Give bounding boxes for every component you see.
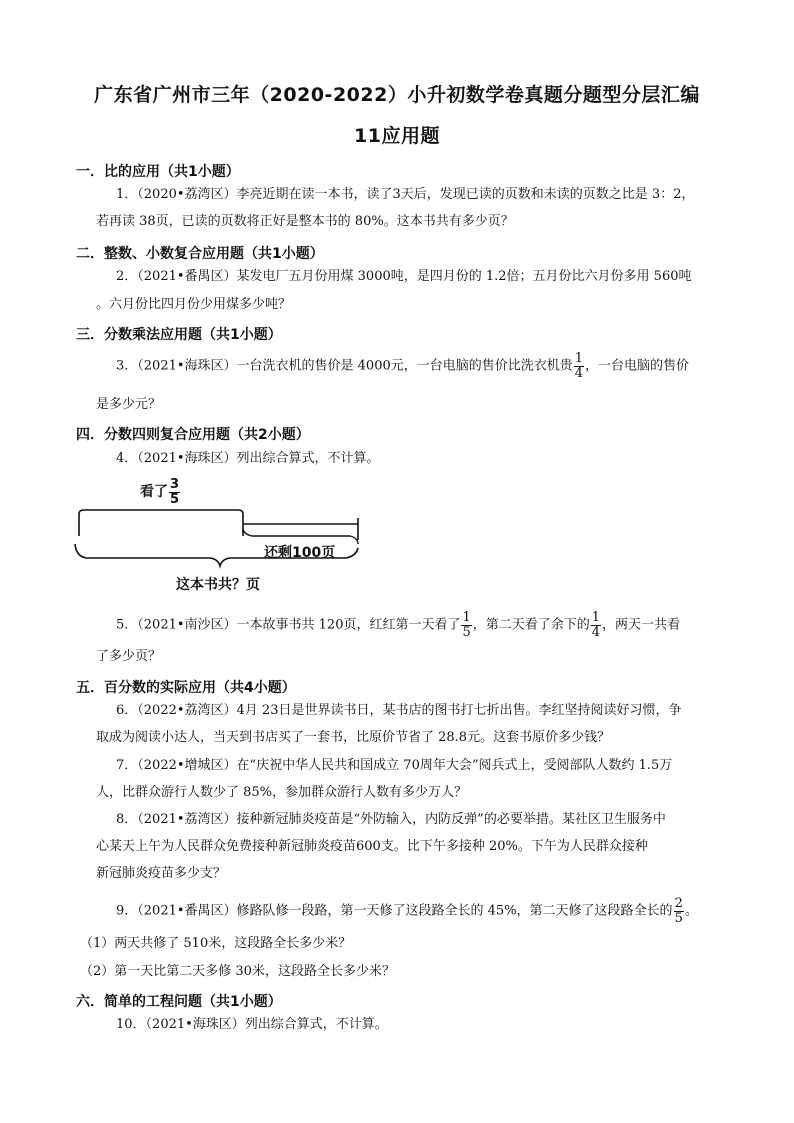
section-heading-3: 三．分数乘法应用题（共1小题） <box>76 327 282 343</box>
question-5-text-a: 5．（2021•南沙区）一本故事书共 120页，红红第一天看了 <box>116 617 461 633</box>
question-5-text-d: ，两天一共看 <box>602 617 681 633</box>
question-5-line-2: 了多少页？ <box>96 649 162 664</box>
question-5-line-1 <box>116 611 680 639</box>
title-line-1: 广东省广州市三年（2020-2022）小升初数学卷真题分题型分层汇编 <box>94 84 700 106</box>
section-heading-1: 一．比的应用（共1小题） <box>76 164 240 180</box>
fraction-three-fifths: $\frac{3}{5}$ <box>170 477 180 507</box>
fraction-one-fifth: $\frac{1}{5}$ <box>462 610 471 640</box>
question-9-line-1 <box>116 897 698 925</box>
question-9-text-a: 9．（2021•番禺区）修路队修一段路，第一天修了这段路全长的 45%，第二天修了这段路全长的 <box>116 903 673 919</box>
section-heading-2: 二．整数、小数复合应用题（共1小题） <box>76 246 324 262</box>
question-7-line-2: 人，比群众游行人数少了 85%，参加群众游行人数有多少万人？ <box>96 785 468 800</box>
book-pages-diagram <box>72 478 372 598</box>
title-line-2: 11应用题 <box>354 125 440 147</box>
question-3-text-c: ，一台电脑的售价 <box>585 358 690 374</box>
question-2-line-1: 2．（2021•番禺区）某发电厂五月份用煤 3000吨，是四月份的 1.2倍；五月份比六月份多用 560吨 <box>116 269 692 284</box>
read-bracket <box>79 510 243 536</box>
question-3-line-1 <box>116 352 689 380</box>
question-4: 4．（2021•海珠区）列出综合算式，不计算。 <box>116 451 380 466</box>
total-label: 这本书共？页 <box>176 577 260 593</box>
question-8-line-1: 8．（2021•荔湾区）接种新冠肺炎疫苗是“外防输入，内防反弹”的必要举措。某社区卫生服务中 <box>116 812 666 827</box>
read-label: 看了 $\frac{3}{5}$ <box>140 477 180 507</box>
section-heading-6: 六．简单的工程问题（共1小题） <box>76 994 282 1010</box>
question-3-line-2: 是多少元？ <box>96 397 162 412</box>
remain-label: 还剩100页 <box>264 545 336 561</box>
question-2-line-2: 。六月份比四月份少用煤多少吨？ <box>96 297 292 312</box>
question-1-line-2: 若再读 38页，已读的页数将正好是整本书的 80%。这本书共有多少页？ <box>96 214 514 229</box>
question-5-text-c: ，第二天看了余下的 <box>472 617 590 633</box>
question-6-line-2: 取成为阅读小达人，当天到书店买了一套书，比原价节省了 28.8元。这套书原价多少钱？ <box>96 730 611 745</box>
question-9-text-d: 。 <box>684 903 698 919</box>
question-1-line-1: 1．（2020•荔湾区）李亮近期在读一本书，读了3天后，发现已读的页数和未读的页数之比是 3：2， <box>116 187 695 202</box>
question-9-sub-2: （2）第一天比第二天多修 30米，这段路全长多少米？ <box>80 964 395 979</box>
fraction-two-fifths: $\frac{2}{5}$ <box>674 896 683 926</box>
question-8-line-2: 心某天上午为人民群众免费接种新冠肺炎疫苗600支。比下午多接种 20%。下午为人民群众接种 <box>96 839 648 854</box>
fraction-one-quarter: $\frac{1}{4}$ <box>574 351 584 381</box>
question-3-text-a: 3．（2021•海珠区）一台洗衣机的售价是 4000元，一台电脑的售价比洗衣机贵 <box>116 358 573 374</box>
question-8-line-3: 新冠肺炎疫苗多少支？ <box>96 866 227 881</box>
fraction-one-quarter-b: $\frac{1}{4}$ <box>591 610 601 640</box>
question-10: 10．（2021•海珠区）列出综合算式，不计算。 <box>116 1017 388 1032</box>
section-heading-4: 四．分数四则复合应用题（共2小题） <box>76 427 310 443</box>
section-heading-5: 五．百分数的实际应用（共4小题） <box>76 680 296 696</box>
question-7-line-1: 7．（2022•增城区）在“庆祝中华人民共和国成立 70周年大会”阅兵式上，受阅部队人数约 1.5万 <box>116 758 673 773</box>
question-9-sub-1: （1）两天共修了 510米，这段路全长多少米？ <box>80 936 352 951</box>
question-6-line-1: 6．（2022•荔湾区）4月 23日是世界读书日，某书店的图书打七折出售。李红坚持阅读好习惯，争 <box>116 703 682 718</box>
